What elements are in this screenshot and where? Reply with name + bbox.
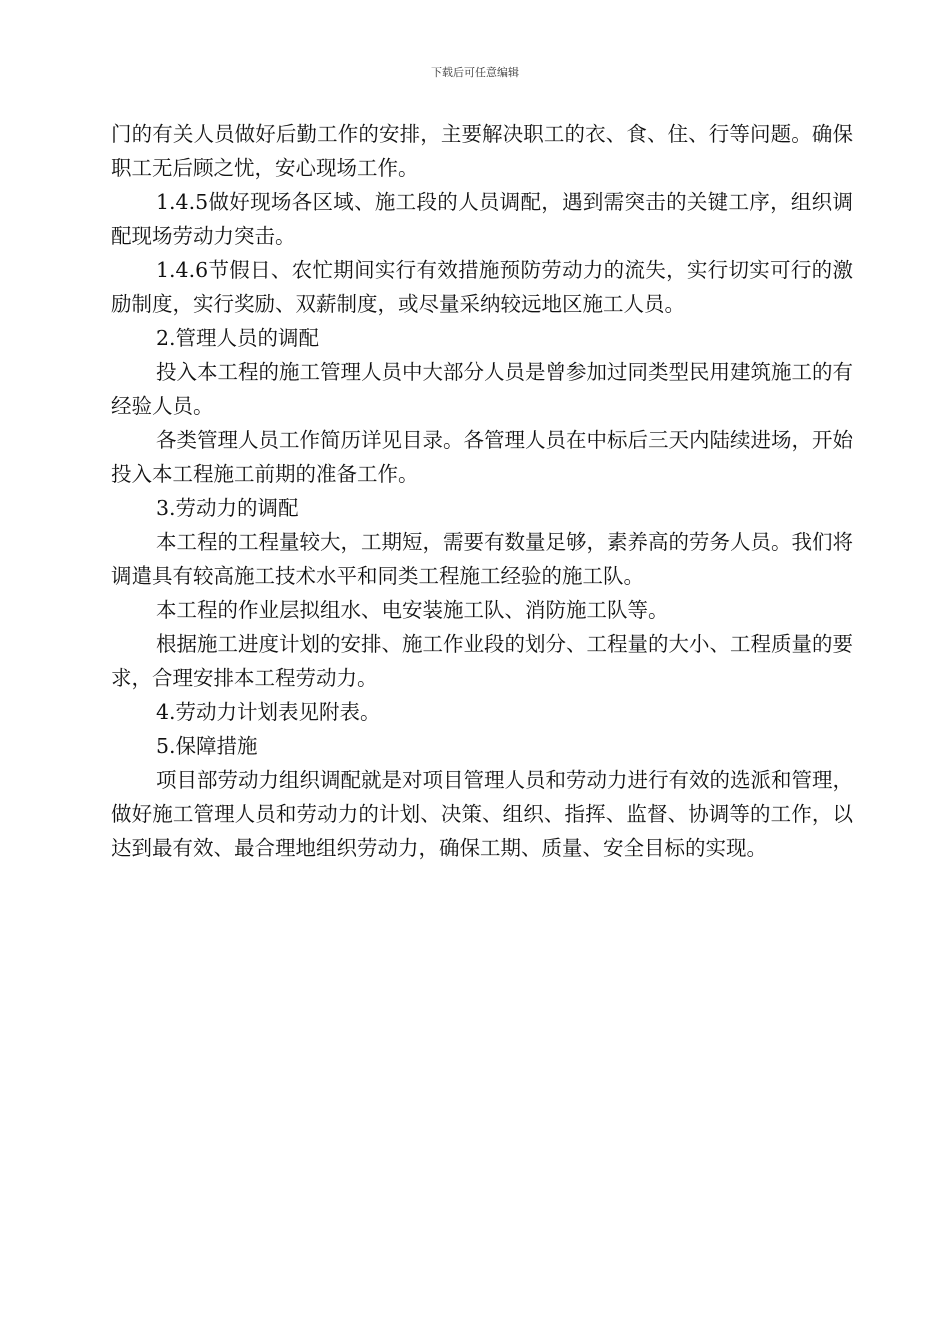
paragraph-10: 根据施工进度计划的安排、施工作业段的划分、工程量的大小、工程质量的要求，合理安排本工程劳动力。 (111, 632, 853, 690)
section-heading-4: 4.劳动力计划表见附表。 (156, 700, 381, 724)
paragraph-9: 本工程的作业层拟组水、电安装施工队、消防施工队等。 (156, 598, 669, 622)
paragraph-3: 1.4.6节假日、农忙期间实行有效措施预防劳动力的流失，实行切实可行的激励制度，实行奖励、双薪制度，或尽量采纳较远地区施工人员。 (111, 258, 853, 316)
document-body (111, 117, 853, 865)
paragraph-1: 门的有关人员做好后勤工作的安排，主要解决职工的衣、食、住、行等问题。确保职工无后顾之忧，安心现场工作。 (111, 122, 853, 180)
paragraph-6: 各类管理人员工作简历详见目录。各管理人员在中标后三天内陆续进场，开始投入本工程施工前期的准备工作。 (111, 428, 853, 486)
paragraph-13: 项目部劳动力组织调配就是对项目管理人员和劳动力进行有效的选派和管理，做好施工管理人员和劳动力的计划、决策、组织、指挥、监督、协调等的工作，以达到最有效、最合理地组织劳动力，确保工期、质量、安全目标的实现。 (111, 768, 853, 860)
paragraph-8: 本工程的工程量较大，工期短，需要有数量足够，素养高的劳务人员。我们将调遣具有较高施工技术水平和同类工程施工经验的施工队。 (111, 530, 853, 588)
section-heading-5: 5.保障措施 (156, 734, 258, 758)
paragraph-5: 投入本工程的施工管理人员中大部分人员是曾参加过同类型民用建筑施工的有经验人员。 (111, 360, 853, 418)
section-heading-2: 2.管理人员的调配 (156, 326, 320, 350)
paragraph-2: 1.4.5做好现场各区域、施工段的人员调配，遇到需突击的关键工序，组织调配现场劳动力突击。 (111, 190, 853, 248)
section-heading-3: 3.劳动力的调配 (156, 496, 299, 520)
page-header-note: 下载后可任意编辑 (431, 66, 519, 79)
